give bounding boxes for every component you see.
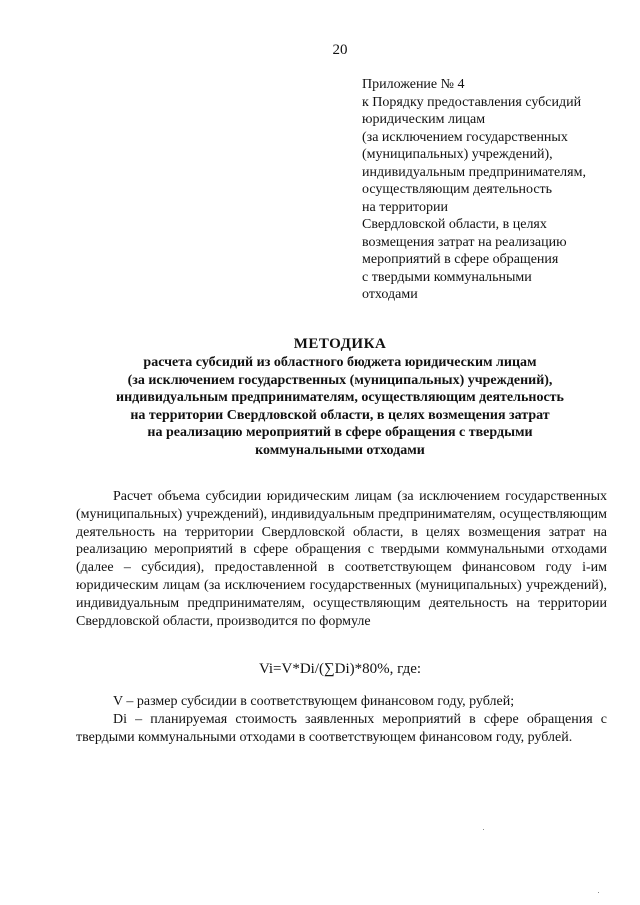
title-line: (за исключением государственных (муниципальных) учреждений), <box>127 372 553 388</box>
appendix-line: на территории <box>362 199 448 215</box>
title-line: на реализацию мероприятий в сфере обращения с твердыми <box>147 425 533 440</box>
title-line: на территории Свердловской области, в целях возмещения затрат <box>130 407 550 423</box>
appendix-line: Свердловской области, в целях <box>362 217 547 232</box>
appendix-line: (муниципальных) учреждений), <box>362 147 553 162</box>
appendix-header <box>362 76 622 304</box>
paragraph-calculation: Расчет объема субсидии юридическим лицам (за исключением государственных (муниципальных) учреждений), индивидуальным предпринимателям, осуществляющим деятельность на территории Свердловской области, в целях возмещения затрат на реализацию мероприятий в сфере обращения с твердыми коммунальными отходами (далее – субсидия), предоставленной в соответствующем финансовом году i-им юридическим лицам (за исключением государственных (муниципальных) учреждений), индивидуальным предпринимателям, осуществляющим деятельность на территории Свердловской области, производится по формуле <box>76 489 607 629</box>
definitions <box>76 693 607 746</box>
formula: Vi=V*Di/(∑Di)*80%, где: <box>258 661 422 677</box>
appendix-line: индивидуальным предпринимателям, <box>362 164 586 180</box>
definition-di: Di – планируемая стоимость заявленных мероприятий в сфере обращения с твердыми коммунальными отходами в соответствующем финансовом году, рублей. <box>76 711 607 745</box>
body-text <box>76 488 607 630</box>
appendix-line: возмещения затрат на реализацию <box>362 234 567 250</box>
page-number: 20 <box>332 42 348 58</box>
title-line: индивидуальным предпринимателям, осуществляющим деятельность <box>116 390 564 405</box>
scan-speck <box>483 829 484 830</box>
appendix-line: отходами <box>362 287 418 302</box>
appendix-line: с твердыми коммунальными <box>362 269 532 285</box>
appendix-line: мероприятий в сфере обращения <box>362 252 559 267</box>
appendix-line: (за исключением государственных <box>362 129 568 145</box>
appendix-line: Приложение № 4 <box>362 77 465 92</box>
appendix-line: юридическим лицам <box>362 112 486 127</box>
document-title <box>60 334 620 459</box>
title-line: коммунальными отходами <box>255 442 425 458</box>
scan-speck <box>598 892 599 893</box>
definition-v: V – размер субсидии в соответствующем финансовом году, рублей; <box>113 694 515 709</box>
title-line: расчета субсидий из областного бюджета юридическим лицам <box>143 355 537 370</box>
title-main: МЕТОДИКА <box>293 336 387 352</box>
appendix-line: осуществляющим деятельность <box>362 182 553 197</box>
appendix-line: к Порядку предоставления субсидий <box>362 94 582 110</box>
